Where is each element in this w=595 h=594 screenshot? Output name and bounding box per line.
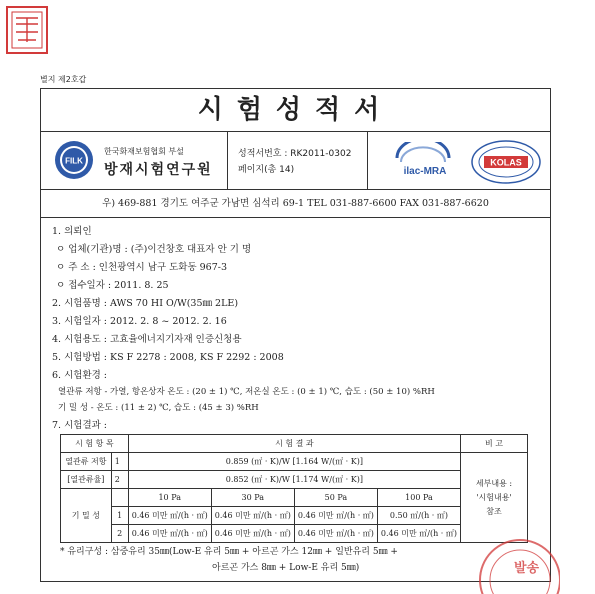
airtight-value: 0.46 미만 ㎥/(h · ㎡) — [128, 525, 211, 543]
filk-logo-icon — [54, 140, 94, 180]
header-note: 비 고 — [461, 435, 528, 453]
env-airtight: 기 밀 성 - 온도 : (11 ± 2) ℃, 습도 : (45 ± 3) %RH — [58, 403, 259, 413]
svg-text:ilac-MRA: ilac-MRA — [403, 166, 447, 177]
field-received-date: ㅇ 접수일자 : 2011. 8. 25 — [56, 280, 169, 291]
form-number: 별지 제2호갑 — [40, 75, 87, 84]
cert-number: 성적서번호 : RK2011-0302 — [238, 149, 352, 159]
airtight-value: 0.46 미만 ㎥/(h · ㎡) — [211, 507, 294, 525]
svg-text:KOLAS: KOLAS — [490, 157, 522, 168]
airtight-value: 0.46 미만 ㎥/(h · ㎡) — [377, 525, 460, 543]
row-number: 2 — [111, 525, 128, 543]
airtight-label: 기 밀 성 — [61, 489, 112, 543]
airtight-value: 0.46 미만 ㎥/(h · ㎡) — [128, 507, 211, 525]
field-method: 5. 시험방법 : KS F 2278 : 2008, KS F 2292 : 2008 — [52, 352, 284, 363]
env-thermal: 열관류 저항 - 가열, 항온상자 온도 : (20 ± 1) ℃, 저온실 온도 : (0 ± 1) ℃, 습도 : (50 ± 10) %RH — [58, 387, 435, 397]
org-name: 방재시험연구원 — [104, 162, 213, 178]
thermal-label: 열관류 저항 — [61, 453, 112, 471]
field-address: ㅇ 주 소 : 인천광역시 남구 도화동 967-3 — [56, 262, 228, 273]
field-test-date: 3. 시험일자 : 2012. 2. 8 ~ 2012. 2. 16 — [52, 316, 227, 327]
note-cell — [461, 453, 528, 543]
field-product: 2. 시험품명 : AWS 70 HI O/W(35㎜ 2LE) — [52, 298, 239, 309]
header-item: 시 험 항 목 — [61, 435, 129, 453]
results-table — [60, 434, 528, 543]
page-count: 페이지(총 14) — [238, 165, 295, 175]
table-row — [61, 525, 528, 543]
field-purpose: 4. 시험용도 : 고효율에너지기자재 인증신청용 — [52, 334, 242, 345]
note-line: '시험내용' — [476, 492, 512, 502]
field-result: 7. 시험결과 : — [52, 420, 108, 431]
field-client: 1. 의뢰인 — [52, 226, 92, 237]
table-row — [61, 471, 528, 489]
org-block — [40, 132, 228, 190]
row-number: 1 — [111, 507, 128, 525]
org-subtitle: 한국화재보험협회 부설 — [104, 147, 184, 156]
airtight-value: 0.46 미만 ㎥/(h · ㎡) — [294, 507, 377, 525]
kolas-logo-icon — [468, 138, 544, 186]
pressure-header: 100 Pa — [377, 489, 460, 507]
thermal-value: 0.859 (㎡ · K)/W [1.164 W/(㎡ · K)] — [128, 453, 460, 471]
row-number: 1 — [111, 453, 128, 471]
dispatch-stamp-icon — [474, 534, 560, 594]
table-header-row — [61, 435, 528, 453]
svg-text:발송: 발송 — [514, 561, 540, 576]
note-line: 참조 — [486, 506, 502, 516]
pressure-header: 30 Pa — [211, 489, 294, 507]
field-company: ㅇ 업체(기관)명 : (주)이건창호 대표자 안 기 명 — [56, 244, 252, 255]
airtight-value: 0.46 미만 ㎥/(h · ㎡) — [294, 525, 377, 543]
footnote-line: * 유리구성 : 삼중유리 35㎜(Low-E 유리 5㎜ + 아르곤 가스 12㎜ + 일반유리 5㎜ + — [60, 547, 398, 557]
table-row — [61, 507, 528, 525]
thermal-value: 0.852 (㎡ · K)/W [1.174 W/(㎡ · K)] — [128, 471, 460, 489]
empty-cell — [111, 489, 128, 507]
address-line: 우) 469-881 경기도 여주군 가남면 심석리 69-1 TEL 031-887-6600 FAX 031-887-6620 — [40, 190, 551, 218]
header-block — [40, 132, 551, 190]
thermal-label: [열관류율] — [61, 471, 112, 489]
table-row — [61, 453, 528, 471]
pressure-header-row — [61, 489, 528, 507]
note-line: 세부내용 : — [475, 478, 513, 488]
cert-info — [228, 132, 368, 190]
pressure-header: 50 Pa — [294, 489, 377, 507]
row-number: 2 — [111, 471, 128, 489]
ilac-mra-logo-icon — [385, 142, 465, 182]
page-title: 시험성적서 — [40, 88, 551, 132]
airtight-value: 0.50 ㎥/(h · ㎡) — [377, 507, 460, 525]
airtight-value: 0.46 미만 ㎥/(h · ㎡) — [211, 525, 294, 543]
field-environment: 6. 시험환경 : — [52, 370, 108, 381]
header-result: 시 험 결 과 — [128, 435, 460, 453]
svg-text:FILK: FILK — [65, 156, 83, 166]
footnote-line: 아르곤 가스 8㎜ + Low-E 유리 5㎜) — [212, 563, 360, 573]
pressure-header: 10 Pa — [128, 489, 211, 507]
seal-stamp-icon — [4, 4, 50, 56]
